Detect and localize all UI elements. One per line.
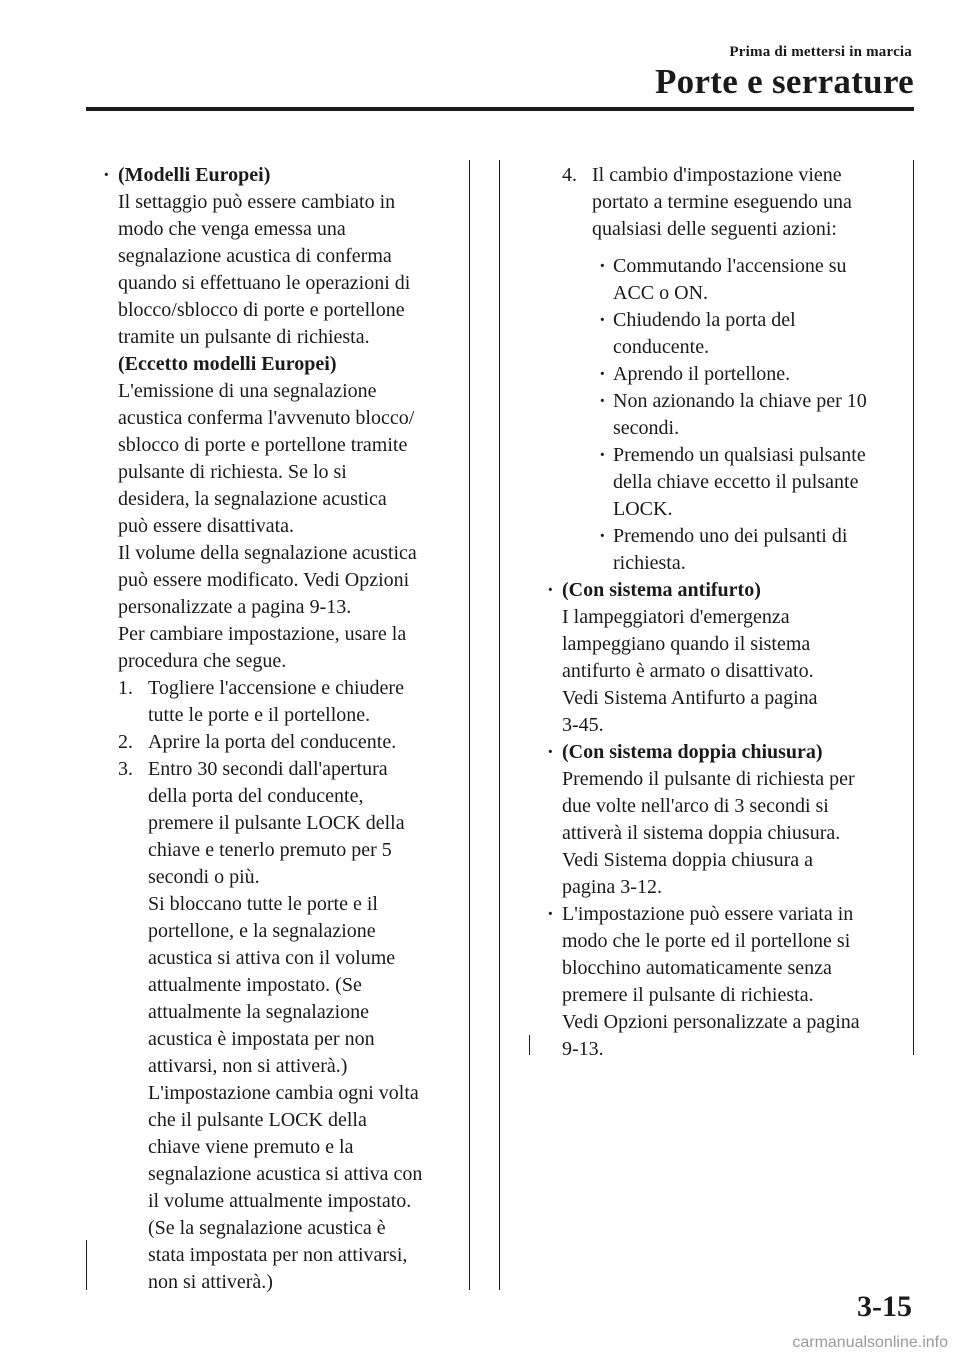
text-line: secondi o più. xyxy=(148,866,260,888)
text-line: L'impostazione cambia ogni volta xyxy=(148,1082,419,1104)
step-1 xyxy=(96,675,462,729)
text-line: personalizzate a pagina 9-13. xyxy=(118,596,352,618)
bullet-autolock xyxy=(540,901,906,1063)
text-line: della porta del conducente, xyxy=(148,785,364,807)
bullet-dot: · xyxy=(103,164,110,186)
text-line: premere il pulsante LOCK della xyxy=(148,812,405,834)
text-line: Aprendo il portellone. xyxy=(613,363,791,385)
text-line: LOCK. xyxy=(613,498,673,520)
action-item xyxy=(540,361,906,388)
header-rule xyxy=(86,107,914,111)
text-line: premere il pulsante di richiesta. xyxy=(562,984,814,1006)
bullet-dot: · xyxy=(547,903,554,925)
text-line: chiave viene premuto e la xyxy=(148,1136,354,1158)
text-line: tutte le porte e il portellone. xyxy=(148,704,371,726)
text-line: (Se la segnalazione acustica è xyxy=(148,1217,386,1239)
text-line: tramite un pulsante di richiesta. xyxy=(118,326,370,348)
text-line: Vedi Sistema doppia chiusura a xyxy=(562,849,814,871)
antitheft-label: (Con sistema antifurto) xyxy=(562,579,761,601)
step-number: 4. xyxy=(562,164,577,186)
text-line: blocchino automaticamente senza xyxy=(562,957,832,979)
text-line: qualsiasi delle seguenti azioni: xyxy=(592,218,837,240)
text-line: antifurto è armato o disattivato. xyxy=(562,660,814,682)
text-line: pulsante di richiesta. Se lo si xyxy=(118,461,347,483)
text-line: attiverà il sistema doppia chiusura. xyxy=(562,822,841,844)
bullet-dot: · xyxy=(547,741,554,763)
text-line: acustica si attiva con il volume xyxy=(148,947,396,969)
column-rule-mid-1 xyxy=(469,160,470,1290)
text-line: può essere disattivata. xyxy=(118,515,295,537)
bullet-dot: · xyxy=(599,444,606,466)
text-line: modo che le porte ed il portellone si xyxy=(562,930,851,952)
text-line: sblocco di porte e portellone tramite xyxy=(118,434,408,456)
column-rule-right xyxy=(913,160,914,1055)
euro-label: (Modelli Europei) xyxy=(118,164,271,186)
bullet-dot: · xyxy=(599,525,606,547)
bullet-dot: · xyxy=(599,309,606,331)
action-item xyxy=(540,523,906,577)
action-item xyxy=(540,307,906,361)
text-line: portellone, e la segnalazione xyxy=(148,920,376,942)
text-line: chiave e tenerlo premuto per 5 xyxy=(148,839,392,861)
text-line: Togliere l'accensione e chiudere xyxy=(148,677,404,699)
text-line: Chiudendo la porta del xyxy=(613,309,796,331)
noneuro-text xyxy=(118,378,462,675)
text-line: quando si effettuano le operazioni di xyxy=(118,272,411,294)
text-line: attivarsi, non si attiverà.) xyxy=(148,1055,348,1077)
text-line: che il pulsante LOCK della xyxy=(148,1109,367,1131)
step-number: 3. xyxy=(118,758,133,780)
text-line: attualmente impostato. (Se xyxy=(148,974,362,996)
column-rule-left xyxy=(86,1240,87,1290)
bullet-dot: · xyxy=(599,255,606,277)
page-title: Porte e serrature xyxy=(654,62,914,101)
step-number: 2. xyxy=(118,731,133,753)
column-rule-mid-2 xyxy=(499,160,500,1290)
text-line: stata impostata per non attivarsi, xyxy=(148,1244,408,1266)
text-line: Premendo un qualsiasi pulsante xyxy=(613,444,866,466)
text-line: attualmente la segnalazione xyxy=(148,1001,370,1023)
column-rule-mid-3 xyxy=(529,1035,530,1055)
text-line: della chiave eccetto il pulsante xyxy=(613,471,859,493)
text-line: secondi. xyxy=(613,417,680,439)
step-2 xyxy=(96,729,462,756)
action-item xyxy=(540,388,906,442)
step-number: 1. xyxy=(118,677,133,699)
text-line: Premendo uno dei pulsanti di xyxy=(613,525,848,547)
text-line: segnalazione acustica di conferma xyxy=(118,245,392,267)
bullet-antitheft xyxy=(540,577,906,739)
watermark: carmanualsonline.info xyxy=(792,1334,948,1351)
action-item xyxy=(540,442,906,523)
text-line: blocco/sblocco di porte e portellone xyxy=(118,299,405,321)
bullet-dot: · xyxy=(599,363,606,385)
text-line: due volte nell'arco di 3 secondi si xyxy=(562,795,829,817)
text-line: segnalazione acustica si attiva con xyxy=(148,1163,423,1185)
text-line: I lampeggiatori d'emergenza xyxy=(562,606,790,628)
text-line: Il volume della segnalazione acustica xyxy=(118,542,417,564)
spacer xyxy=(540,243,906,253)
text-line: Vedi Sistema Antifurto a pagina xyxy=(562,687,818,709)
right-column xyxy=(540,162,906,1063)
text-line: 9-13. xyxy=(562,1038,604,1060)
action-item xyxy=(540,253,906,307)
text-line: portato a termine eseguendo una xyxy=(592,191,852,213)
text-line: Aprire la porta del conducente. xyxy=(148,731,397,753)
text-line: Commutando l'accensione su xyxy=(613,255,847,277)
text-line: conducente. xyxy=(613,336,710,358)
noneuro-label: (Eccetto modelli Europei) xyxy=(118,353,337,375)
text-line: Vedi Opzioni personalizzate a pagina xyxy=(562,1011,860,1033)
text-line: Non azionando la chiave per 10 xyxy=(613,390,867,412)
text-line: Premendo il pulsante di richiesta per xyxy=(562,768,855,790)
deadlock-label: (Con sistema doppia chiusura) xyxy=(562,741,823,763)
text-line: può essere modificato. Vedi Opzioni xyxy=(118,569,410,591)
left-column xyxy=(96,162,462,1296)
text-line: ACC o ON. xyxy=(613,282,709,304)
text-line: desidera, la segnalazione acustica xyxy=(118,488,387,510)
text-line: il volume attualmente impostato. xyxy=(148,1190,412,1212)
bullet-dot: · xyxy=(547,579,554,601)
text-line: non si attiverà.) xyxy=(148,1271,273,1293)
step-4 xyxy=(540,162,906,243)
text-line: lampeggiano quando il sistema xyxy=(562,633,811,655)
section-label: Prima di mettersi in marcia xyxy=(729,44,912,60)
text-line: richiesta. xyxy=(613,552,686,574)
euro-text xyxy=(118,189,462,351)
page-number: 3-15 xyxy=(857,1290,912,1323)
text-line: pagina 3-12. xyxy=(562,876,662,898)
text-line: Il settaggio può essere cambiato in xyxy=(118,191,396,213)
step-3 xyxy=(96,756,462,1296)
text-line: Il cambio d'impostazione viene xyxy=(592,164,842,186)
text-line: Per cambiare impostazione, usare la xyxy=(118,623,407,645)
bullet-deadlock xyxy=(540,739,906,901)
bullet-dot: · xyxy=(599,390,606,412)
text-line: acustica è impostata per non xyxy=(148,1028,375,1050)
text-line: procedura che segue. xyxy=(118,650,287,672)
text-line: L'impostazione può essere variata in xyxy=(562,903,854,925)
text-line: L'emissione di una segnalazione xyxy=(118,380,377,402)
text-line: Si bloccano tutte le porte e il xyxy=(148,893,378,915)
text-line: acustica conferma l'avvenuto blocco/ xyxy=(118,407,415,429)
text-line: modo che venga emessa una xyxy=(118,218,346,240)
text-line: 3-45. xyxy=(562,714,604,736)
bullet-euro xyxy=(96,162,462,675)
text-line: Entro 30 secondi dall'apertura xyxy=(148,758,388,780)
